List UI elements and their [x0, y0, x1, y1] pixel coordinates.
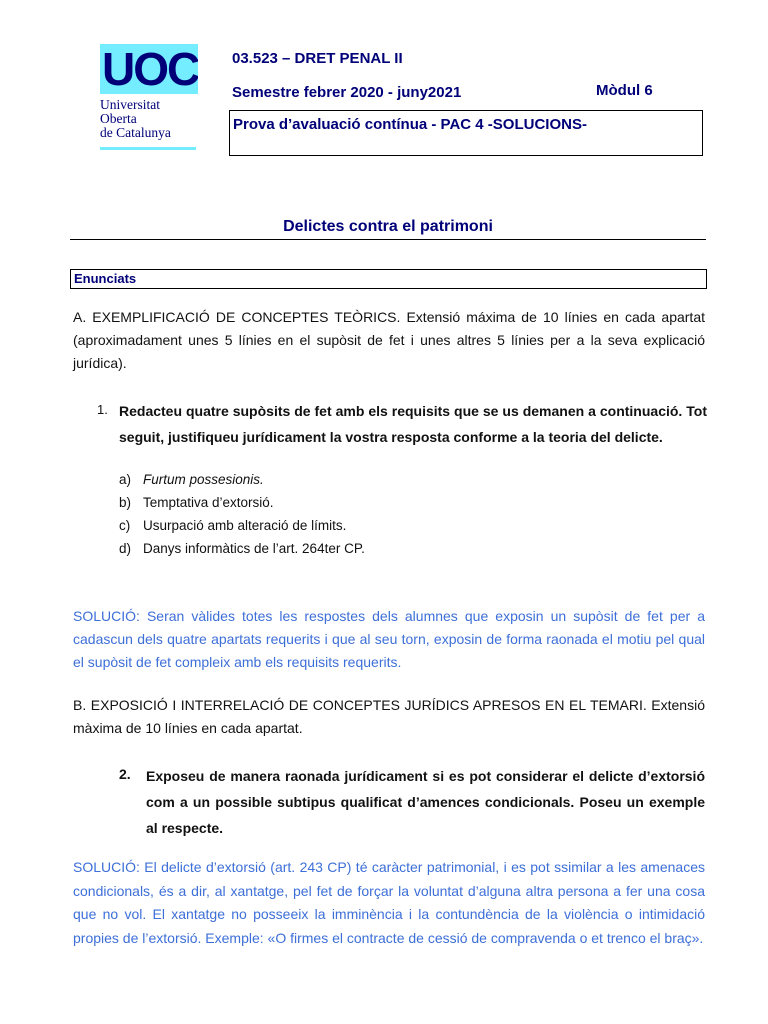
question-1-text: Redacteu quatre supòsits de fet amb els requisits que se us demanen a continuació. Tot seguit, justifiqueu jurídicament la vostra resposta conforme a la teoria del delicte. — [119, 403, 707, 445]
list-item-text: Temptativa d’extorsió. — [143, 495, 274, 510]
list-item-text: Usurpació amb alteració de límits. — [143, 518, 347, 533]
module-label: Mòdul 6 — [596, 82, 653, 99]
list-item-label: d) — [119, 541, 132, 556]
logo-mark: UOC — [102, 44, 198, 94]
part-a-intro: A. EXEMPLIFICACIÓ DE CONCEPTES TEÒRICS. Extensió máxima de 10 línies en cada apartat (aproximadament unes 5 línies en el supòsit de fet i unes altres 5 línies per a la seva explicació jurídica). — [73, 309, 705, 371]
logo-text-line: de Catalunya — [100, 125, 171, 140]
question-1-number: 1. — [97, 402, 108, 417]
uoc-logo — [100, 44, 198, 154]
eval-title: Prova d’avaluació contínua - PAC 4 -SOLUCIONS- — [233, 116, 587, 133]
section-divider — [70, 239, 706, 240]
enunciats-box — [70, 269, 707, 289]
part-b-intro: B. EXPOSICIÓ I INTERRELACIÓ DE CONCEPTES JURÍDICS APRESOS EN EL TEMARI. Extensió màxima de 10 línies en cada apartat. — [73, 697, 705, 736]
list-item-text: Furtum possesionis. — [143, 472, 264, 487]
semester-label: Semestre febrer 2020 - juny2021 — [232, 84, 462, 101]
logo-text-line: Oberta — [100, 111, 137, 126]
list-item-label: c) — [119, 518, 131, 533]
list-item-label: b) — [119, 495, 132, 510]
course-title: 03.523 – DRET PENAL II — [232, 50, 403, 67]
section-title: Delictes contra el patrimoni — [283, 218, 493, 235]
question-2-number: 2. — [119, 766, 131, 782]
enunciats-label: Enunciats — [74, 271, 137, 286]
logo-text — [100, 98, 171, 140]
logo-text-line: Universitat — [100, 97, 160, 112]
question-2-text: Exposeu de manera raonada jurídicament si es pot considerar el delicte d’extorsió com a un possible subtipus qualificat d’amences condicionals. Poseu un exemple al respecte. — [146, 768, 705, 836]
solution-1: SOLUCIÓ: Seran vàlides totes les respostes dels alumnes que exposin un supòsit de fet per a cadascun dels quatre apartats requerits i que al seu torn, exposin de forma raonada el motiu pel qual el supòsit de fet compleix amb els requisits requerits. — [73, 608, 705, 670]
logo-rule — [100, 147, 196, 150]
solution-2: SOLUCIÓ: El delicte d’extorsió (art. 243 CP) té caràcter patrimonial, i es pot ssimilar a les amenaces condicionals, és a dir, al xantatge, pel fet de forçar la voluntat d’alguna altra persona a fer una cosa que no vol. El xantatge no posseeix la imminència i la contundència de la violència o intimidació propies de l’extorsió. Exemple: «O firmes el contracte de cessió de compravenda o et trenco el braç». — [73, 859, 705, 946]
list-item-label: a) — [119, 472, 132, 487]
logo-mark-block — [100, 44, 198, 94]
list-item-text: Danys informàtics de l’art. 264ter CP. — [143, 541, 365, 556]
